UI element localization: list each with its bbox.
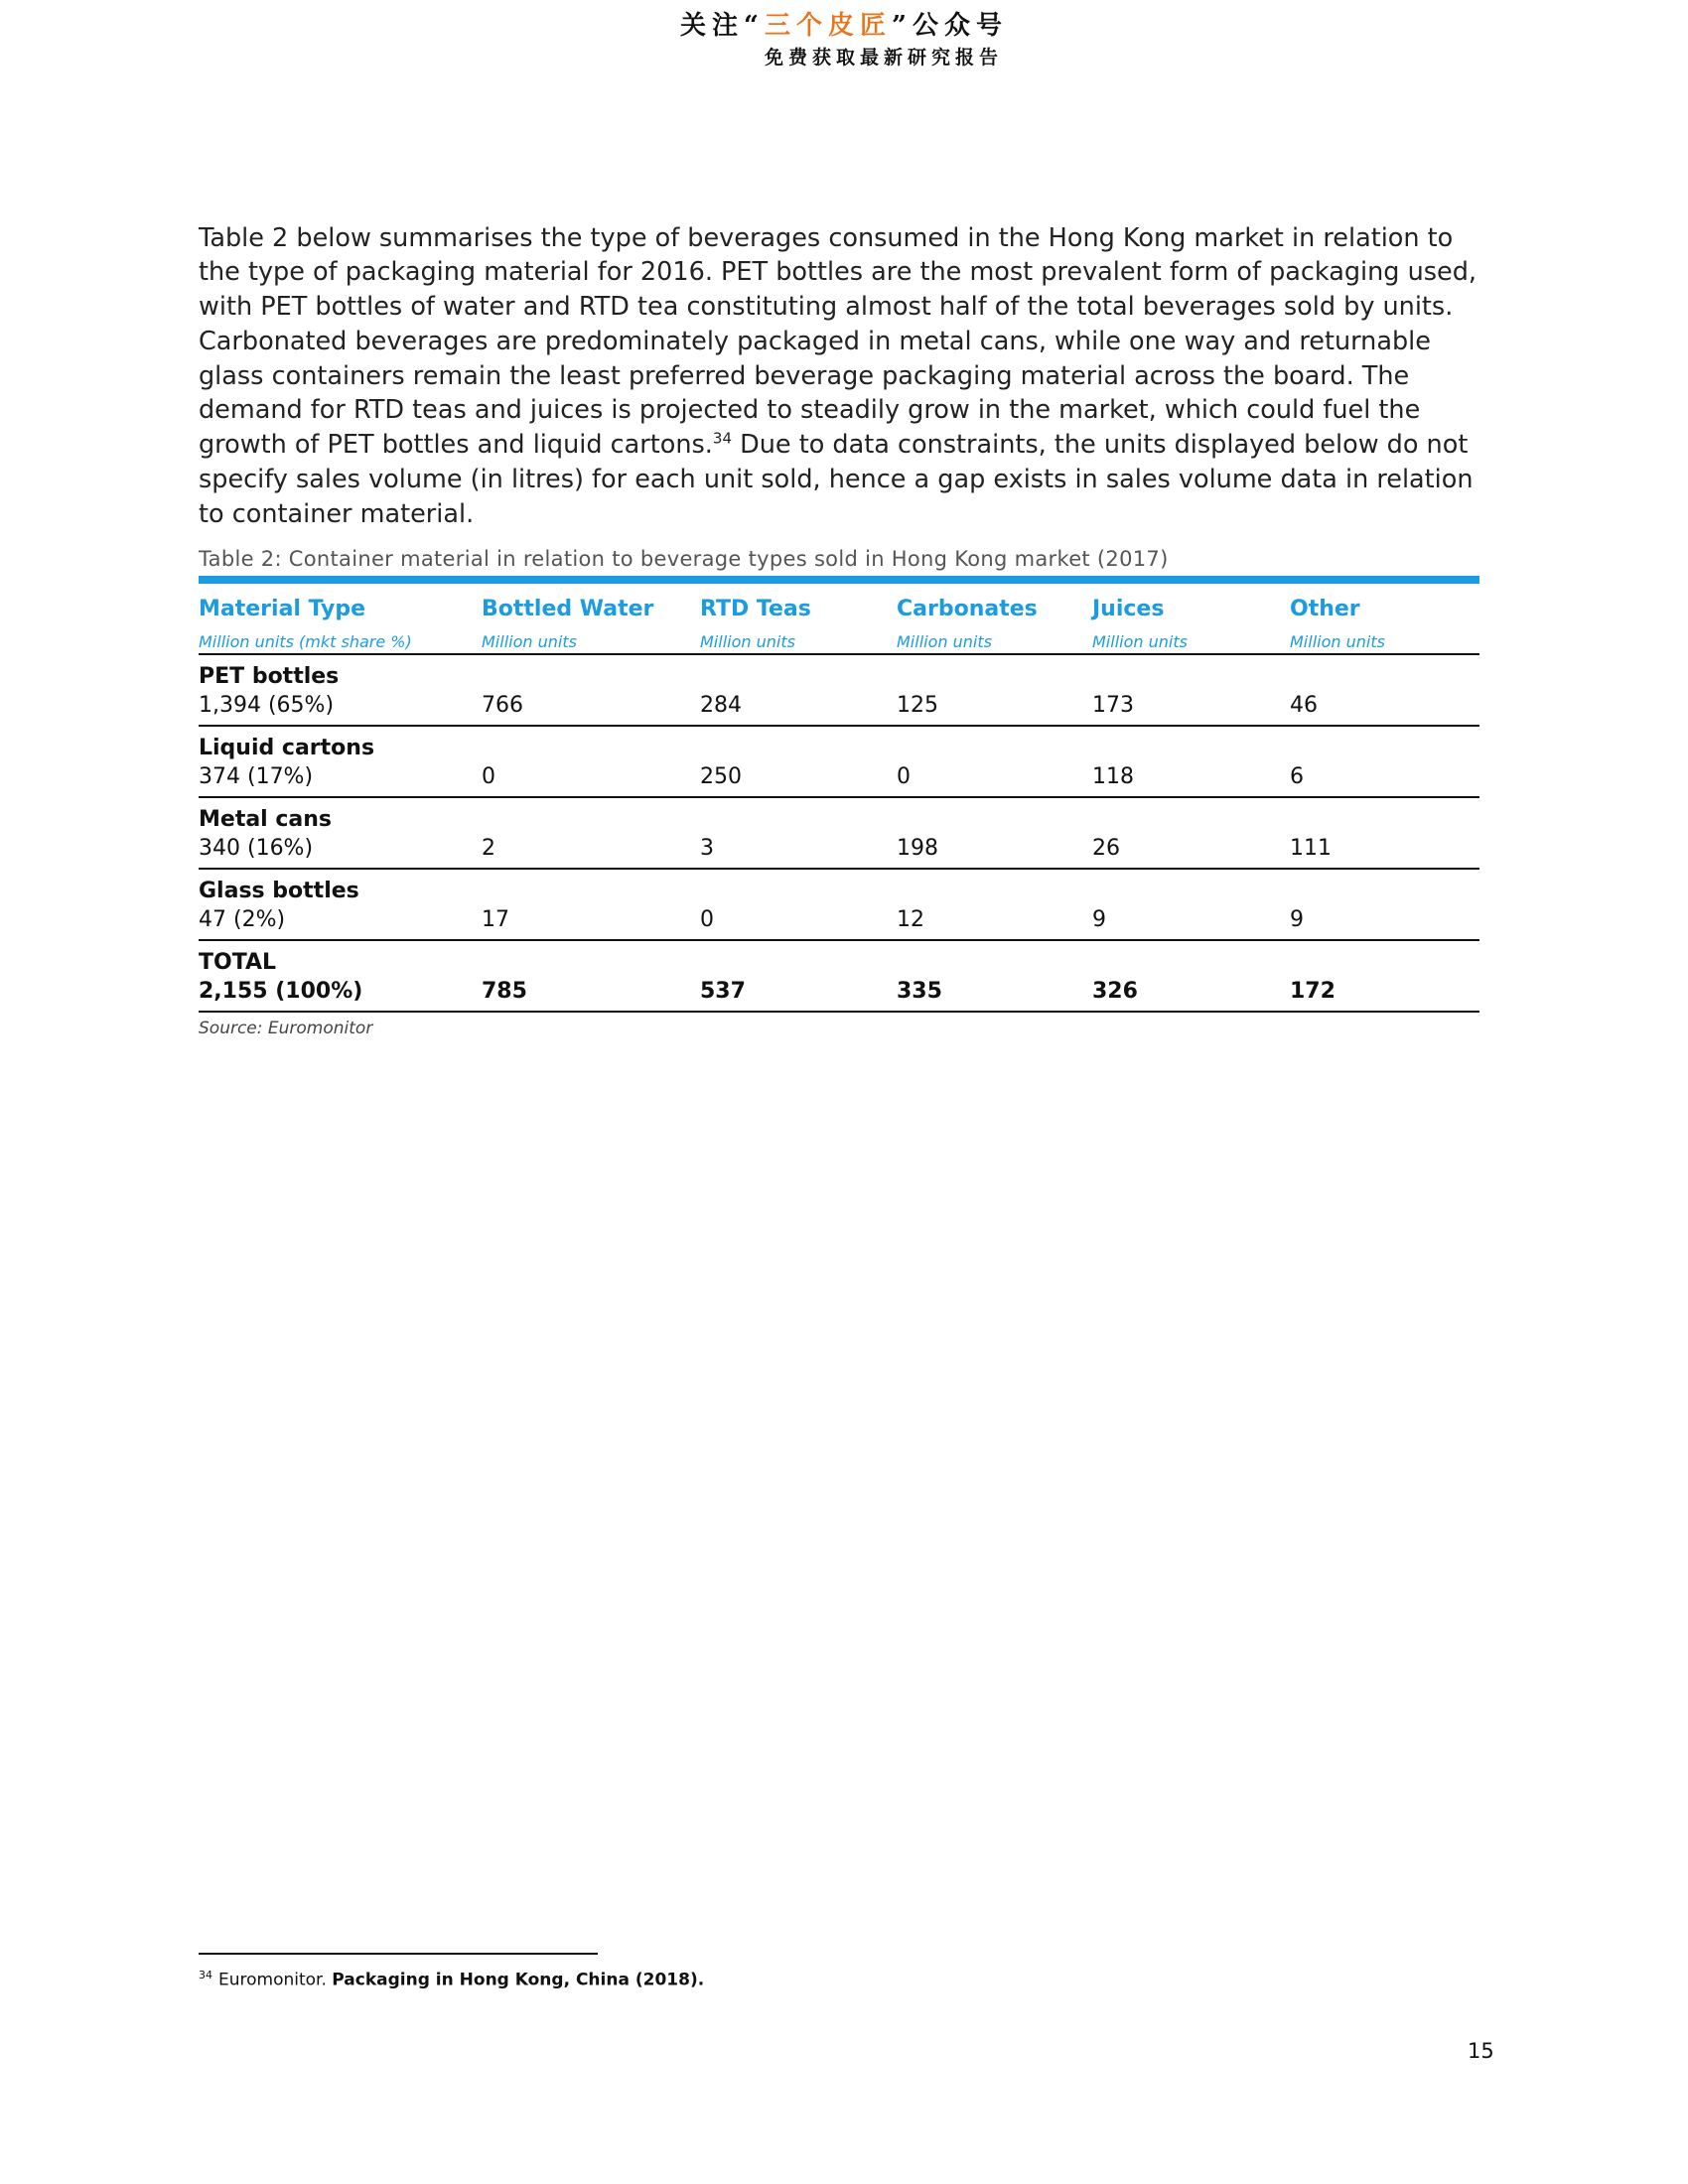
cell-rtd-teas: 250 [700,764,742,789]
header-subtitle: Million units [482,632,577,651]
header-subtitle: Million units [700,632,795,651]
table-row-glass-bottles [199,870,1479,941]
page-number: 15 [1468,2039,1494,2063]
cell-bottled-water: 17 [482,907,509,932]
cell-bottled-water: 0 [482,764,495,789]
cell-other: 111 [1290,836,1332,861]
row-material-total: 340 (16%) [199,836,314,861]
header-subtitle: Million units [897,632,992,651]
cell-juices: 9 [1092,907,1106,932]
row-material-total: 2,155 (100%) [199,979,363,1004]
header-subtitle: Million units [1092,632,1188,651]
cell-carbonates: 12 [897,907,924,932]
table-row-pet-bottles [199,655,1479,727]
table-caption: Table 2: Container material in relation to beverage types sold in Hong Kong market (2017) [199,547,1169,571]
footnote [199,1969,704,1990]
row-material-name: Liquid cartons [199,736,375,760]
cell-bottled-water: 2 [482,836,495,861]
cell-rtd-teas: 0 [700,907,714,932]
row-material-name: TOTAL [199,950,277,975]
cell-rtd-teas: 3 [700,836,714,861]
table-header-row [199,584,1479,655]
cell-carbonates: 125 [897,693,938,718]
body-text-part-1: Table 2 below summarises the type of beverages consumed in the Hong Kong market in relation to the type of packaging material for 2016. PET bottles are the most prevalent form of packaging used, with PET bottles of water and RTD tea constituting almost half of the total beverages sold by units. Carbonated beverages are predominately packaged in metal cans, while one way and returnable glass containers remain the least preferred beverage packaging material across the board. The demand for RTD teas and juices is projected to steadily grow in the market, which could fuel the growth of PET bottles and liquid cartons. [199,222,1477,461]
row-material-name: Glass bottles [199,879,359,903]
cell-other: 9 [1290,907,1304,932]
row-material-name: Metal cans [199,807,333,832]
row-material-total: 47 (2%) [199,907,286,932]
cell-carbonates: 0 [897,764,911,789]
header-subtitle: Million units (mkt share %) [199,632,412,651]
footnote-reference[interactable]: 34 [712,429,732,448]
table-row-liquid-cartons [199,727,1479,798]
header-title: Bottled Water [482,597,654,621]
cell-other: 46 [1290,693,1318,718]
row-material-total: 1,394 (65%) [199,693,335,718]
header-title: Juices [1092,597,1165,621]
banner-line-1 [0,8,1688,44]
table-source: Source: Euromonitor [199,1019,373,1038]
cell-rtd-teas: 284 [700,693,742,718]
cell-carbonates: 335 [897,979,942,1004]
cell-juices: 173 [1092,693,1134,718]
row-material-name: PET bottles [199,664,340,689]
beverage-packaging-table [199,576,1479,1013]
promo-banner [0,8,1688,71]
row-material-total: 374 (17%) [199,764,314,789]
cell-other: 172 [1290,979,1336,1004]
header-title: Other [1290,597,1360,621]
cell-juices: 26 [1092,836,1120,861]
banner-suffix: ”公众号 [892,11,1008,41]
header-title: Carbonates [897,597,1038,621]
cell-juices: 326 [1092,979,1138,1004]
footnote-number: 34 [199,1969,212,1981]
cell-carbonates: 198 [897,836,938,861]
cell-bottled-water: 785 [482,979,527,1004]
footnote-text: Euromonitor. [218,1970,333,1990]
banner-prefix: 关注“ [680,11,765,41]
header-title: RTD Teas [700,597,811,621]
table-row-total [199,941,1479,1013]
cell-rtd-teas: 537 [700,979,746,1004]
cell-bottled-water: 766 [482,693,523,718]
body-paragraph [199,221,1489,532]
footnote-divider [199,1953,598,1955]
banner-accent-name: 三个皮匠 [764,11,892,41]
header-subtitle: Million units [1290,632,1385,651]
header-title: Material Type [199,597,366,621]
banner-line-2: 免费获取最新研究报告 [764,47,1003,68]
cell-juices: 118 [1092,764,1134,789]
cell-other: 6 [1290,764,1304,789]
footnote-title: Packaging in Hong Kong, China (2018). [332,1970,705,1990]
body-text-part-2: Due to data constraints, the units displayed below do not specify sales volume (in litres) for each unit sold, hence a gap exists in sales volume data in relation to container material. [199,430,1474,529]
table-row-metal-cans [199,798,1479,870]
